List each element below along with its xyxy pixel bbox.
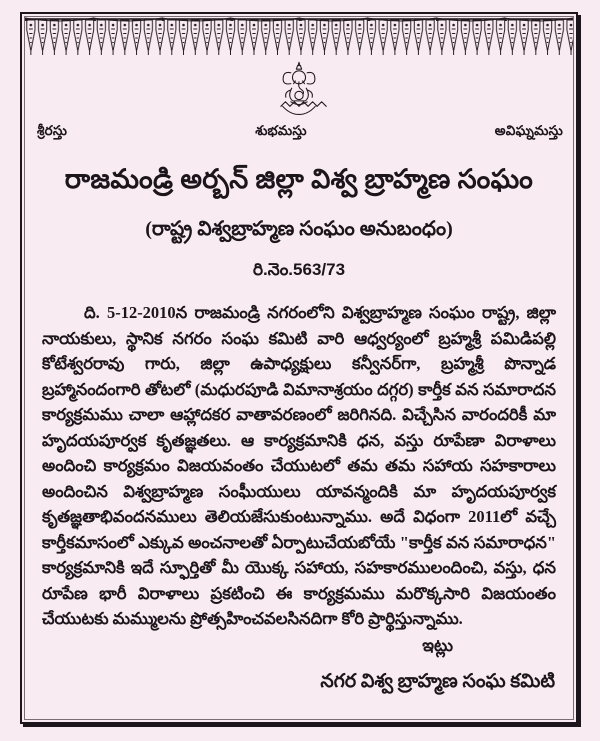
affiliation-subtitle: (రాష్ట్ర విశ్వబ్రాహ్మణ సంఘం అనుబంధం) [145,218,453,240]
blessing-center: శుభమస్తు [255,123,307,138]
page-border-inner-line [24,16,574,720]
signatory-name: నగర విశ్వ బ్రాహ్మణ సంఘ కమిటి [320,671,555,692]
page-border-frame [20,12,578,724]
signature-block [25,636,573,719]
blessings-row [25,123,573,142]
blessing-left: శ్రీరస్తు [37,123,68,138]
blessing-right: అవిఘ్నమస్తు [494,123,563,138]
notice-body-paragraph: ది. 5-12-2010న రాజమండ్రి నగరంలోని విశ్వబ్రాహ్మణ సంఘం రాష్ట్ర, జిల్లా నాయకులు, స్థానిక నగరం సంఘ కమిటి వారి ఆధ్వర్యంలో బ్రహ్మశ్రీ పమిడిపల్లి కోటేశ్వరరావు గారు, జిల్లా ఉపాధ్యక్షులు కన్వీనర్‌గా, బ్రహ్మశ్రీ పొన్నాడ బ్రహ్మానందంగారి తోటలో (మధురపూడి విమానాశ్రయం దగ్గర) కార్తీక వన సమారాదన కార్యక్రమము చాలా ఆహ్లాదకర వాతావరణంలో జరిగినది. విచ్చేసిన వారందరికీ మా హృదయపూర్వక కృతజ్ఞతలు. ఆ కార్యక్రమానికి ధన, వస్తు రూపేణా విరాళాలు అందించి కార్యక్రమం విజయవంతం చేయుటలో తమ తమ సహాయ సహకారాలు అందించిన విశ్వబ్రాహ్మణ సంఘీయులు యావన్మందికి మా హృదయపూర్వక కృతజ్ఞతాభివందనములు తెలియజేసుకుంటున్నాము. అదే విధంగా 2011లో వచ్చే కార్తీకమాసంలో ఎక్కువ అంచనాలతో ఏర్పాటుచేయబోయే "కార్తీక వన సమారాధన" కార్యక్రమానికి ఇదే స్ఫూర్తితో మీ యొక్క సహాయ, సహకారములందించి, వస్తు, ధన రూపేణ భారీ విరాళాలు ప్రకటించి ఈ కార్యక్రమము మరొక్కసారి విజయంతం చేయుటకు మమ్ములను ప్రోత్సహించవలసినదిగా కోరి ప్రార్థిస్తున్నాము. [42,303,556,628]
registration-number: రి.నెం.563/73 [252,260,346,279]
organization-title: రాజమండ్రి అర్బన్ జిల్లా విశ్వ బ్రాహ్మణ సంఘం [64,164,534,194]
header-block [25,142,573,284]
signature-salutation: ఇట్లు [422,636,453,655]
ganesha-emblem [25,61,573,119]
toran-garland-icon [25,17,573,59]
ganesha-icon [268,61,330,119]
